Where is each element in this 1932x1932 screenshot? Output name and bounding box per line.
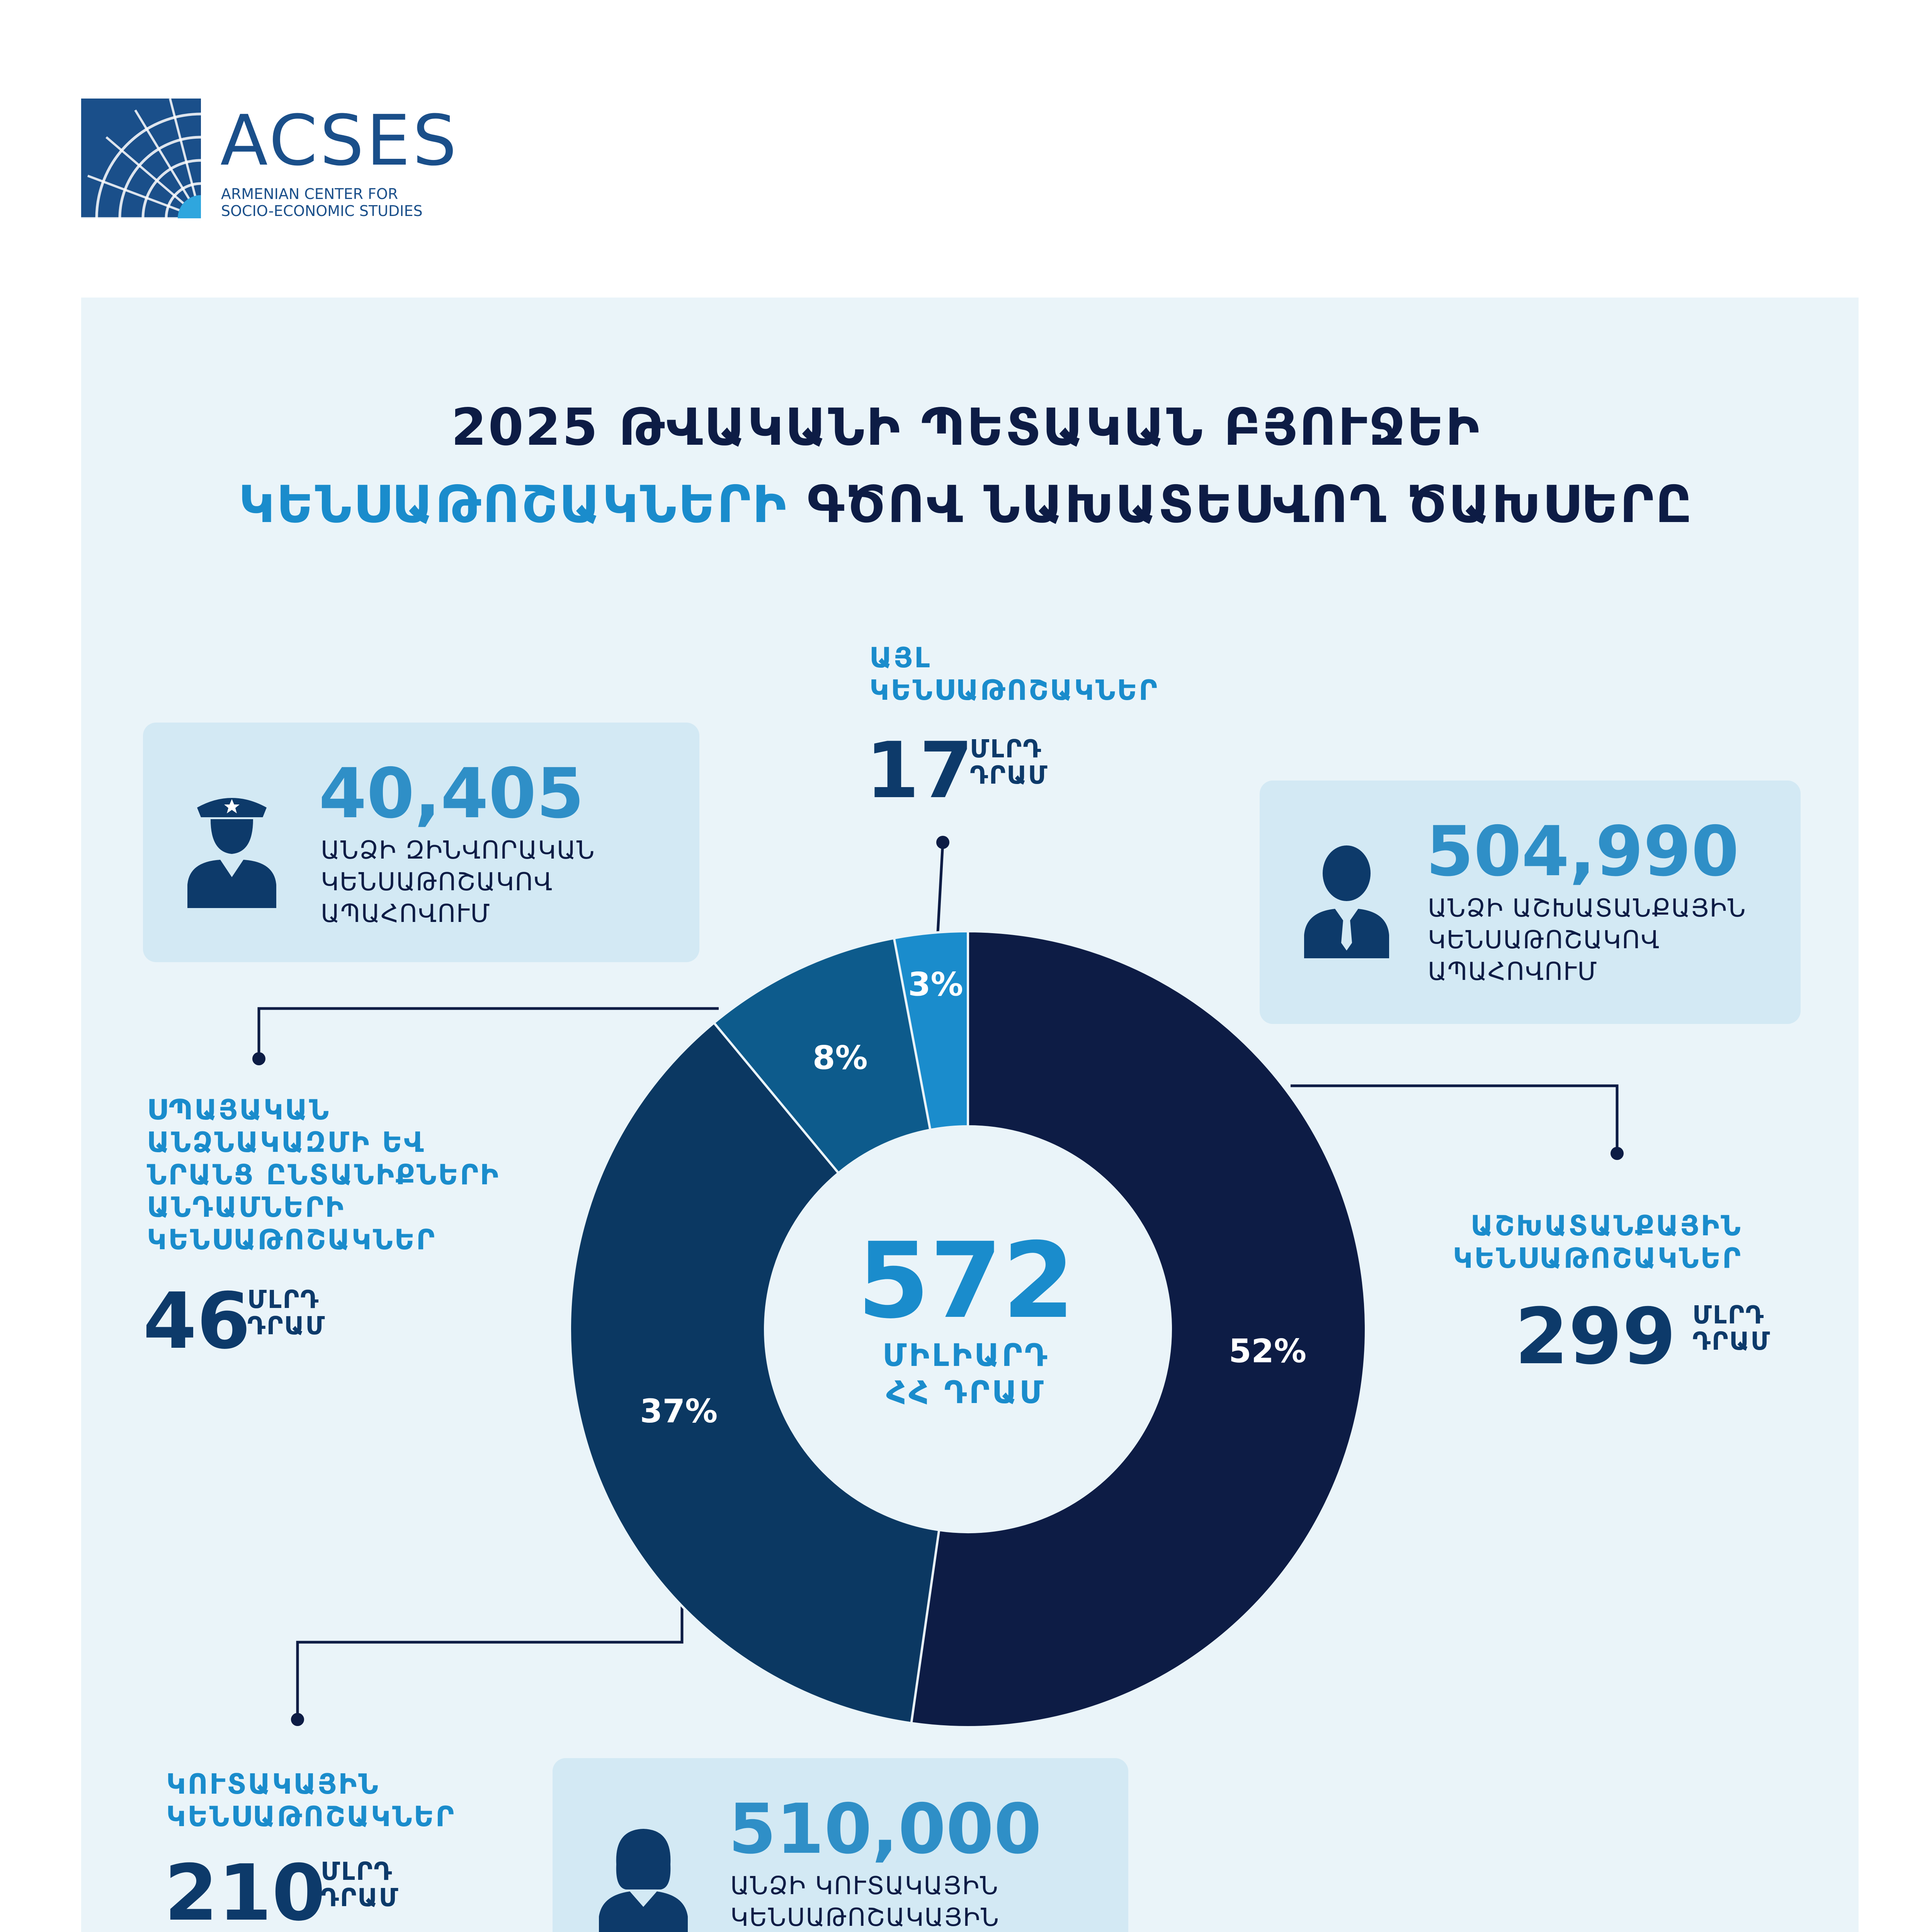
military-desc: ԱՆՁԻ ԶԻՆՎՈՐԱԿԱՆ ԿԵՆՍԱԹՈՇԱԿՈՎ ԱՊԱՀՈՎՈՒՄ bbox=[321, 836, 595, 928]
amount-funded: 210 bbox=[164, 1848, 326, 1932]
logo-name: ACSES bbox=[220, 100, 459, 181]
donut-percent-label-2: 8% bbox=[812, 1039, 868, 1077]
unit-military: ՄԼՐԴ ԴՐԱՄ bbox=[247, 1286, 326, 1340]
funded-desc: ԱՆՁԻ ԿՈՒՏԱԿԱՅԻՆ ԿԵՆՍԱԹՈՇԱԿԱՅԻՆ bbox=[730, 1872, 1000, 1932]
title-rest: ԳԾՈՎ ՆԱԽԱՏԵՍՎՈՂ ԾԱԽՍԵՐԸ bbox=[787, 475, 1694, 534]
center-unit: ՄԻԼԻԱՐԴ ՀՀ ԴՐԱՄ bbox=[882, 1337, 1050, 1410]
labor-count: 504,990 bbox=[1426, 811, 1739, 891]
amount-military: 46 bbox=[143, 1276, 251, 1366]
unit-funded: ՄԼՐԴ ԴՐԱՄ bbox=[321, 1857, 400, 1912]
label-labor: ԱՇԽԱՏԱՆՔԱՅԻՆ ԿԵՆՍԱԹՈՇԱԿՆԵՐ bbox=[1453, 1209, 1742, 1274]
title-line-1: 2025 ԹՎԱԿԱՆԻ ՊԵՏԱԿԱՆ ԲՅՈՒՋԵԻ bbox=[451, 398, 1481, 457]
labor-desc: ԱՆՁԻ ԱՇԽԱՏԱՆՔԱՅԻՆ ԿԵՆՍԱԹՈՇԱԿՈՎ ԱՊԱՀՈՎՈՒՄ bbox=[1428, 894, 1747, 986]
label-funded: ԿՈՒՏԱԿԱՅԻՆ ԿԵՆՍԱԹՈՇԱԿՆԵՐ bbox=[166, 1768, 456, 1833]
amount-other: 17 bbox=[866, 726, 973, 816]
label-military: ՍՊԱՅԱԿԱՆ ԱՆՁՆԱԿԱԶՄԻ ԵՎ ՆՐԱՆՑ ԸՆՏԱՆԻՔՆԵՐԻ ԱՆԴԱՄՆԵՐԻ ԿԵՆՍԱԹՈՇԱԿՆԵՐ bbox=[147, 1094, 500, 1256]
donut-percent-label-0: 52% bbox=[1228, 1332, 1307, 1370]
donut-percent-label-3: 3% bbox=[908, 965, 963, 1003]
military-count: 40,405 bbox=[319, 753, 584, 833]
unit-other: ՄԼՐԴ ԴՐԱՄ bbox=[970, 735, 1049, 790]
label-other: ԱՅԼ ԿԵՆՍԱԹՈՇԱԿՆԵՐ bbox=[869, 641, 1159, 706]
center-total: 572 bbox=[857, 1220, 1075, 1342]
unit-labor: ՄԼՐԴ ԴՐԱՄ bbox=[1692, 1301, 1771, 1356]
logo-subtitle: ARMENIAN CENTER FOR SOCIO-ECONOMIC STUDIES bbox=[221, 185, 423, 219]
title-accent: ԿԵՆՍԱԹՈՇԱԿՆԵՐԻ bbox=[238, 475, 788, 534]
funded-count: 510,000 bbox=[728, 1789, 1042, 1869]
donut-percent-label-1: 37% bbox=[640, 1392, 718, 1430]
amount-labor: 299 bbox=[1515, 1292, 1676, 1382]
